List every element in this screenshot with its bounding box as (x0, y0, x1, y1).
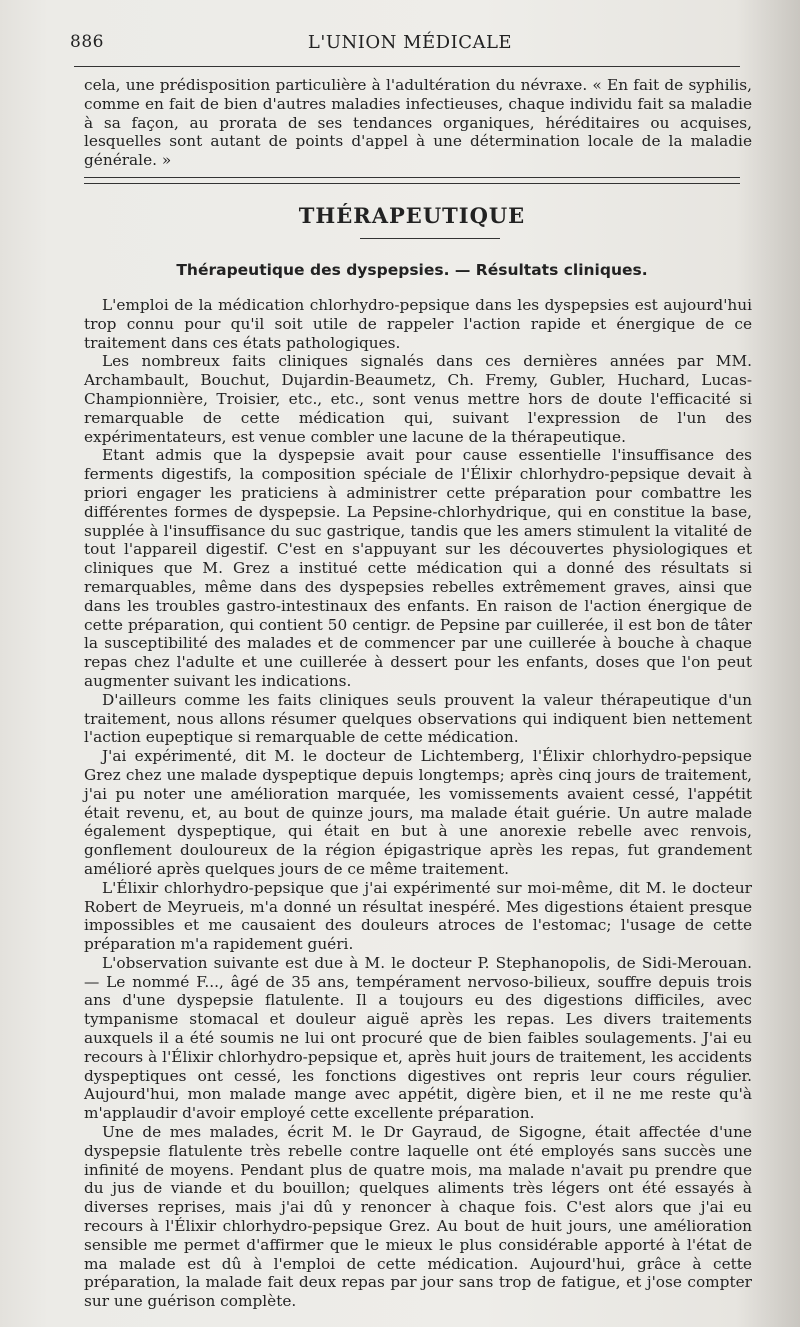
journal-title: L'UNION MÉDICALE (307, 32, 513, 53)
page-number: 886 (70, 32, 104, 52)
paragraph: J'ai expérimenté, dit M. le docteur de Lichtemberg, l'Élixir chlorhydro-pepsique Grez chez une malade dyspeptique depuis longtemps; après cinq jours de traitement, j'ai pu noter une amélioration marquée, les vomissements avaient cessé, l'appétit était revenu, et, au bout de quinze jours, ma malade était guérie. Un autre malade également dyspeptique, qui était en but à une anorexie rebelle avec renvois, gonflement douloureux de la région épigastrique après les repas, fut grandement amélioré après quelques jours de ce même traitement. (84, 747, 752, 878)
paragraph: Une de mes malades, écrit M. le Dr Gayraud, de Sigogne, était affectée d'une dyspepsie flatulente très rebelle contre laquelle ont été employés sans succès une infinité de moyens. Pendant plus de quatre mois, ma malade n'avait pu prendre que du jus de viande et du bouillon; quelques aliments très légers ont été essayés à diverses reprises, mais j'ai dû y renoncer à chaque fois. C'est alors que j'ai eu recours à l'Élixir chlorhydro-pepsique Grez. Au bout de huit jours, une amélioration sensible me permet d'affirmer que le mieux le plus considérable apporté à l'état de ma malade est dû à l'emploi de cette médication. Aujourd'hui, grâce à cette préparation, la malade fait deux repas par jour sans trop de fatigue, et j'ose compter sur une guérison complète. (84, 1123, 752, 1311)
paragraph: D'ailleurs comme les faits cliniques seuls prouvent la valeur thérapeutique d'un traitement, nous allons résumer quelques observations qui indiquent bien nettement l'action eupeptique si remarquable de cette médication. (84, 690, 752, 747)
article-body (84, 296, 752, 1311)
section-title: THÉRAPEUTIQUE (298, 203, 526, 228)
paragraph: L'emploi de la médication chlorhydro-pepsique dans les dyspepsies est aujourd'hui trop connu pour qu'il soit utile de rappeler l'action rapide et énergique de ce traitement dans ces états pathologiques. (84, 296, 752, 352)
header-rule (74, 66, 740, 67)
page-header (70, 30, 750, 58)
title-underline (360, 238, 500, 239)
paragraph: Les nombreux faits cliniques signalés dans ces dernières années par MM. Archambault, Bouchut, Dujardin-Beaumetz, Ch. Fremy, Gubler, Huchard, Lucas-Championnière, Troisier, etc., etc., sont venus mettre hors de doute l'efficacité si remarquable de cette médication qui, suivant l'expression de l'un des expérimentateurs, est venue combler une lacune de la thérapeutique. (84, 352, 752, 446)
paragraph: L'Élixir chlorhydro-pepsique que j'ai expérimenté sur moi-même, dit M. le docteur Robert de Meyrueis, m'a donné un résultat inespéré. Mes digestions étaient presque impossibles et me causaient des douleurs atroces de l'estomac; l'usage de cette préparation m'a rapidement guéri. (84, 878, 752, 954)
paragraph: Etant admis que la dyspepsie avait pour cause essentielle l'insuffisance des ferments digestifs, la composition spéciale de l'Élixir chlorhydro-pepsique devait à priori engager les praticiens à administrer cette préparation pour combattre les différentes formes de dyspepsie. La Pepsine-chlorhydrique, qui en constitue la base, supplée à l'insuffisance du suc gastrique, tandis que les amers stimulent la vitalité de tout l'appareil digestif. C'est en s'appuyant sur les découvertes physiologiques et cliniques que M. Grez a institué cette médication qui a donné des résultats si remarquables, même dans des dyspepsies rebelles extrêmement graves, ainsi que dans les troubles gastro-intestinaux des enfants. En raison de l'action énergique de cette préparation, qui contient 50 centigr. de Pepsine par cuillerée, il est bon de tâter la susceptibilité des malades et de commencer par une cuillerée à bouche à chaque repas chez l'adulte et une cuillerée à dessert pour les enfants, doses que l'on peut augmenter suivant les indications. (84, 446, 752, 690)
paragraph: L'observation suivante est due à M. le docteur P. Stephanopolis, de Sidi-Merouan. — Le nommé F..., âgé de 35 ans, tempérament nervoso-bilieux, souffre depuis trois ans d'une dyspepsie flatulente. Il a toujours eu des digestions difficiles, avec tympanisme stomacal et douleur aiguë après les repas. Les divers traitements auxquels il a été soumis ne lui ont procuré que de bien faibles soulagements. J'ai eu recours à l'Élixir chlorhydro-pepsique et, après huit jours de traitement, les accidents dyspeptiques ont cessé, les fonctions digestives ont repris leur cours régulier. Aujourd'hui, mon malade mange avec appétit, digère bien, et il ne me reste qu'à m'applaudir d'avoir employé cette excellente préparation. (84, 953, 752, 1123)
article-subtitle: Thérapeutique des dyspepsies. — Résultats cliniques. (176, 261, 648, 279)
intro-text-block (84, 76, 752, 170)
section-divider (84, 177, 740, 184)
intro-paragraph: cela, une prédisposition particulière à l'adultération du névraxe. « En fait de syphilis, comme en fait de bien d'autres maladies infectieuses, chaque individu fait sa maladie à sa façon, au prorata de ses tendances organiques, héréditaires ou acquises, lesquelles sont autant de points d'appel à une détermination locale de la maladie générale. » (84, 76, 752, 170)
